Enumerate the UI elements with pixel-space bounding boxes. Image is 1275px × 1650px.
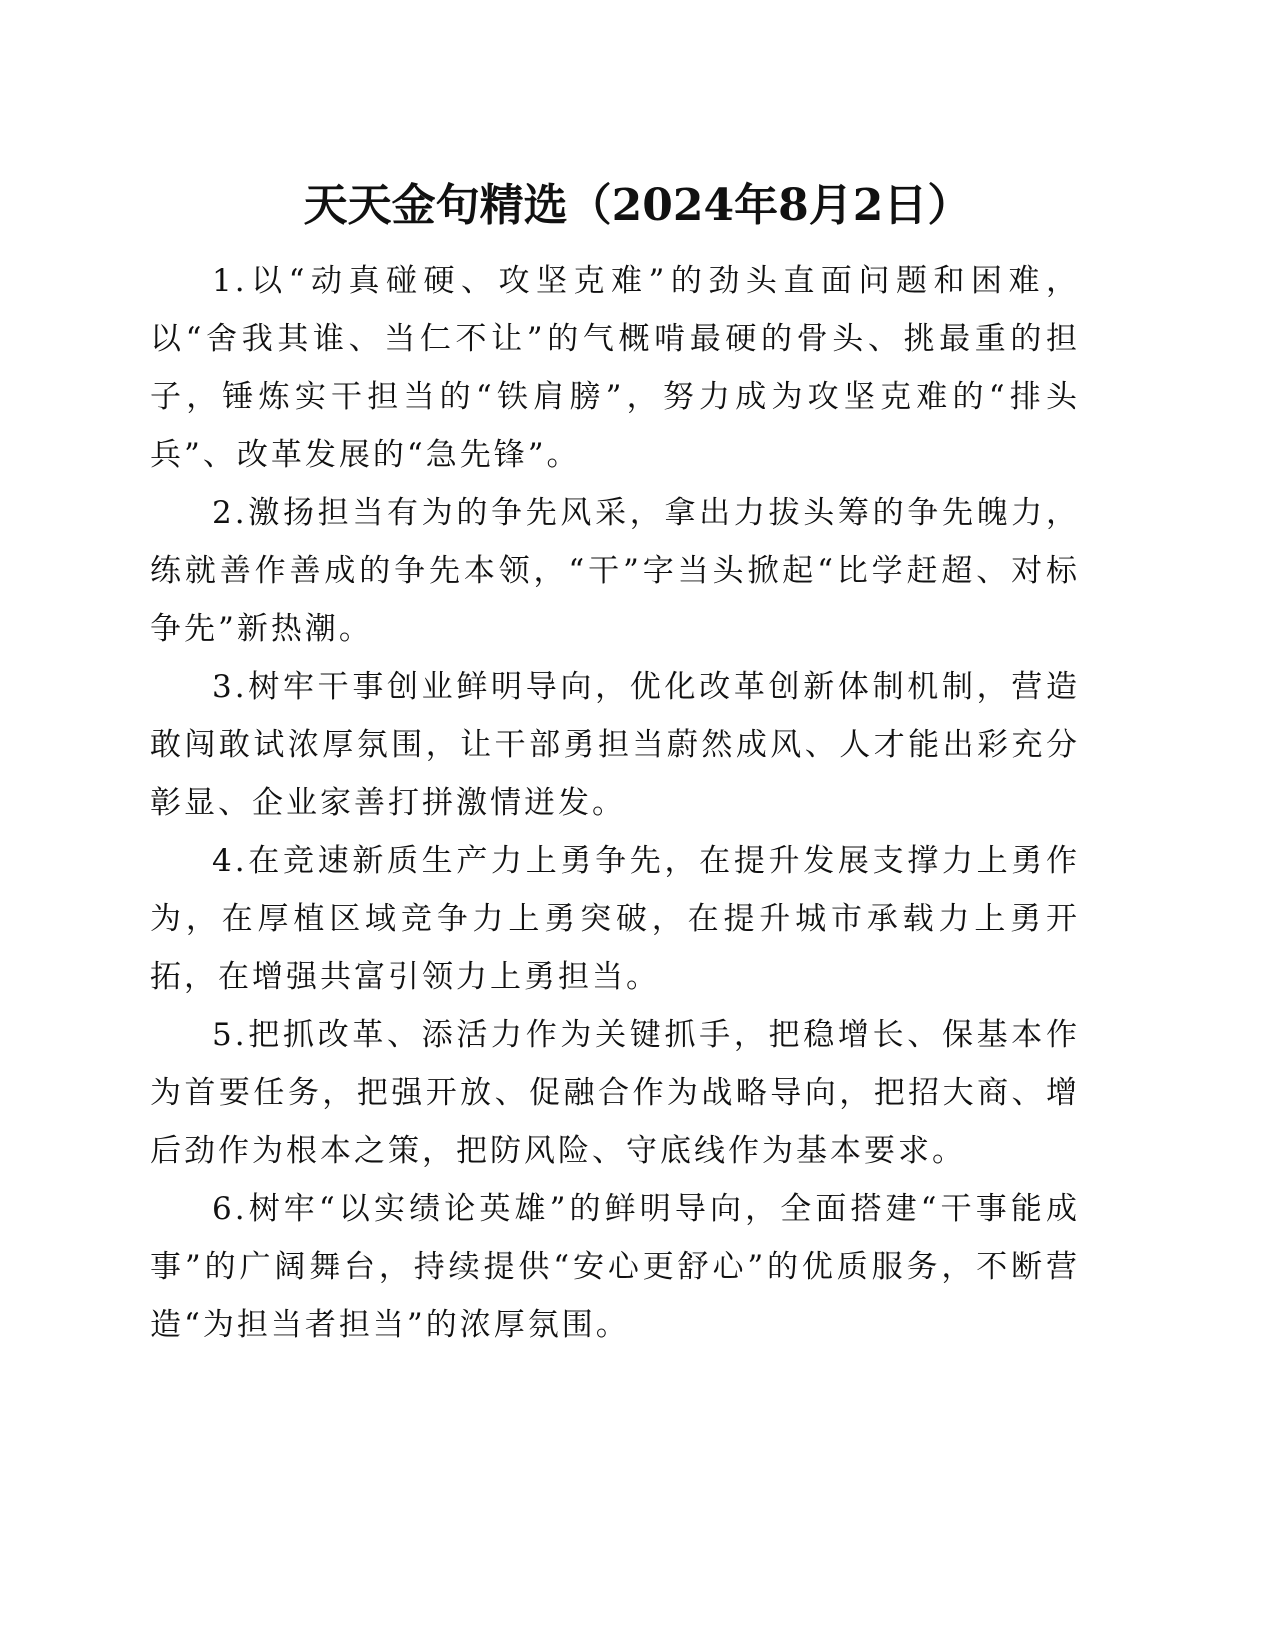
paragraph-3: 3.树牢干事创业鲜明导向，优化改革创新体制机制，营造敢闯敢试浓厚氛围，让干部勇担当蔚然成风、人才能出彩充分彰显、企业家善打拼激情迸发。 — [150, 669, 1080, 821]
paragraph-5: 5.把抓改革、添活力作为关键抓手，把稳增长、保基本作为首要任务，把强开放、促融合作为战略导向，把招大商、增后劲作为根本之策，把防风险、守底线作为基本要求。 — [150, 1017, 1080, 1169]
document-title: 天天金句精选（2024年8月2日） — [303, 180, 972, 231]
paragraph-4: 4.在竞速新质生产力上勇争先，在提升发展支撑力上勇作为，在厚植区域竞争力上勇突破，在提升城市承载力上勇开拓，在增强共富引领力上勇担当。 — [150, 843, 1080, 995]
paragraph-6: 6.树牢“以实绩论英雄”的鲜明导向，全面搭建“干事能成事”的广阔舞台，持续提供“安心更舒心”的优质服务，不断营造“为担当者担当”的浓厚氛围。 — [150, 1191, 1080, 1343]
paragraph-2: 2.激扬担当有为的争先风采，拿出力拔头筹的争先魄力，练就善作善成的争先本领，“干”字当头掀起“比学赶超、对标争先”新热潮。 — [150, 495, 1080, 647]
paragraph-1: 1.以“动真碰硬、攻坚克难”的劲头直面问题和困难，以“舍我其谁、当仁不让”的气概啃最硬的骨头、挑最重的担子，锤炼实干担当的“铁肩膀”，努力成为攻坚克难的“排头兵”、改革发展的“急先锋”。 — [150, 263, 1080, 473]
document-body — [150, 252, 1080, 1354]
